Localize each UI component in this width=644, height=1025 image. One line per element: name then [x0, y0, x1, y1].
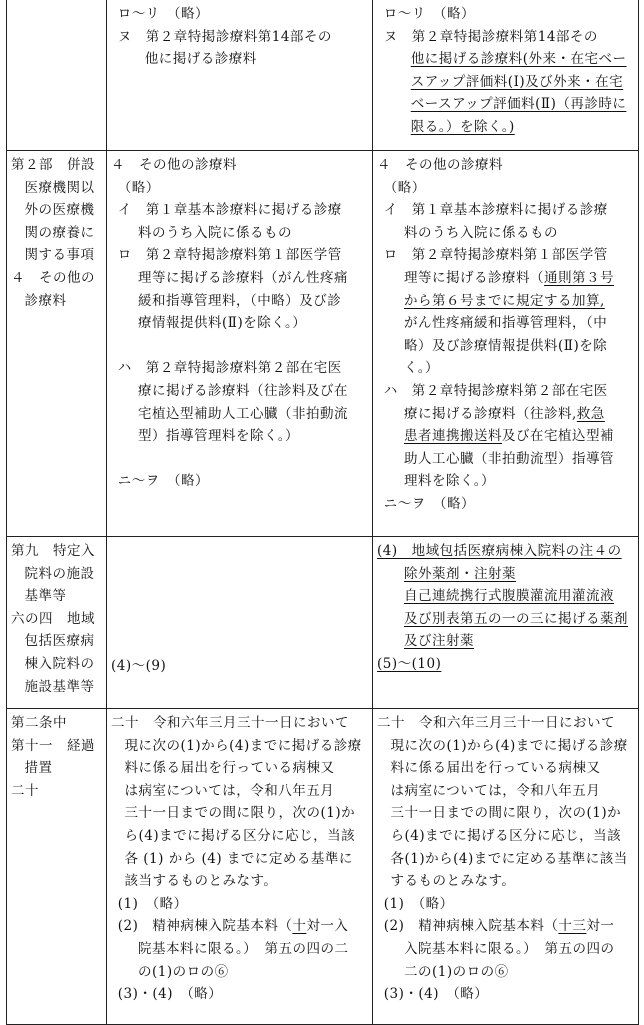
old-text-cell — [107, 709, 373, 1025]
text-line: 院料の施設 — [24, 565, 95, 582]
text-line: (4)～(9) — [111, 658, 167, 675]
text-line: ヌ 第２章特掲診療料第14部その — [383, 28, 598, 45]
text-line: 各 (1) から (4) までに定める基準に — [124, 850, 353, 867]
inserted-text: (4) 地域包括医療病棟入院料の注４の — [377, 543, 622, 559]
text-segment: 対一入 — [306, 918, 349, 935]
text-line: ら(4)までに掲げる区分に応じ，当該 — [390, 827, 622, 844]
text-segment: (2) 精神病棟入院基本料（ — [383, 918, 559, 935]
inserted-text: 自己連続携行式腹膜灌流用灌流液 — [404, 588, 614, 605]
new-text-cell — [373, 709, 639, 1025]
text-line: (1) （略） — [117, 895, 188, 912]
spacer — [111, 448, 368, 471]
text-line: ベースアップ評価料(Ⅱ)（再診時に — [410, 96, 627, 113]
text-line: (1) （略） — [383, 895, 454, 912]
left-cell — [7, 709, 107, 1025]
text-line: 現に次の(1)から(4)までに掲げる診療 — [124, 737, 362, 754]
text-line: (3)・(4) （略） — [117, 986, 223, 1003]
text-line: ４ その他の診療料 — [377, 157, 503, 173]
left-cell — [7, 0, 107, 151]
text-line: 該当するものとみなす。 — [124, 873, 278, 890]
inserted-text: から第６号までに規定する加算, — [404, 292, 605, 309]
text-line: ロ～リ （略） — [117, 6, 209, 22]
text-line: 他に掲げる診療料(外来・在宅ベー — [410, 51, 627, 68]
text-line: イ 第１章基本診療料に掲げる診療 — [383, 202, 608, 219]
table-row — [7, 151, 639, 537]
text-line: 各(1)から(4)までに定める基準に該当 — [390, 850, 628, 867]
text-line: ニ～ヲ （略） — [383, 495, 475, 512]
text-line: 他に掲げる診療料 — [144, 51, 257, 68]
text-line: 外の医療機 — [24, 202, 95, 219]
text-line: がん性疼痛緩和指導管理料，（中 — [404, 315, 608, 332]
text-line: 措置 — [24, 760, 53, 777]
text-line — [377, 403, 634, 426]
text-line: ハ 第２章特掲診療料第２部在宅医 — [383, 382, 608, 399]
text-line: 宅植込型補助人工心臓（非拍動流 — [138, 405, 348, 422]
text-segment: 対一 — [586, 918, 615, 935]
inserted-text: 除外薬剤・注射薬 — [404, 565, 516, 582]
text-line: 関の療養に — [24, 224, 95, 241]
text-line: 略）及び診療情報提供料(Ⅱ)を除 — [404, 337, 608, 354]
text-line: 医療機関以 — [24, 179, 95, 196]
table-row — [7, 709, 639, 1025]
old-text-cell — [107, 537, 373, 709]
text-line: ロ 第２章特掲診療料第１部医学管 — [117, 247, 342, 264]
text-line: （略） — [383, 179, 426, 196]
new-text-cell — [373, 0, 639, 151]
text-line: 施設基準等 — [24, 678, 95, 695]
inserted-text: 及び別表第五の一の三に掲げる薬剤 — [404, 610, 628, 627]
new-text-cell — [373, 151, 639, 537]
text-line: ニ～ヲ （略） — [117, 473, 209, 490]
changed-text: 十三 — [558, 918, 587, 935]
text-line: (3)・(4) （略） — [383, 986, 489, 1003]
text-line: 料に係る届出を行っている病棟又 — [390, 760, 601, 777]
text-line: （略） — [117, 179, 160, 196]
text-line: するものとみなす。 — [390, 873, 516, 890]
text-line: 助人工心臓（非拍動流型）指導管 — [404, 450, 614, 467]
text-line: 理等に掲げる診療料（がん性疼痛 — [138, 269, 348, 286]
text-line: 料のうち入院に係るもの — [138, 224, 292, 241]
text-line: 六の四 地域 — [11, 610, 95, 627]
text-line: ４ その他の — [11, 269, 95, 286]
comparison-table — [6, 0, 639, 1025]
text-line: ４ その他の診療料 — [111, 157, 237, 173]
text-line: 入院基本料に限る。） 第五の四の — [404, 940, 615, 957]
text-line: ヌ 第２章特掲診療料第14部その — [117, 28, 332, 45]
text-line: ハ 第２章特掲診療料第２部在宅医 — [117, 360, 342, 377]
text-line: の(1)のロの⑥ — [138, 963, 229, 980]
text-line: 二十 令和六年三月三十一日において — [111, 715, 349, 731]
new-text-cell — [373, 537, 639, 709]
text-segment: 及び在宅植込型補 — [502, 428, 614, 445]
text-line: イ 第１章基本診療料に掲げる診療 — [117, 202, 342, 219]
text-line: 二十 — [11, 782, 39, 799]
text-line: 院基本料に限る。） 第五の四の二 — [138, 940, 349, 957]
left-cell — [7, 537, 107, 709]
text-line: 基準等 — [24, 588, 67, 605]
text-line: 関する事項 — [24, 247, 95, 264]
text-segment: 理等に掲げる診療料（ — [404, 269, 544, 286]
inserted-text: 救急 — [576, 405, 605, 422]
text-line: スアップ評価料(Ⅰ)及び外来・在宅 — [410, 73, 624, 90]
changed-text: 十 — [292, 918, 307, 935]
inserted-text: 患者連携搬送料 — [404, 428, 502, 445]
inserted-text: 通則第３号 — [544, 269, 614, 286]
text-line: は病室については，令和八年五月 — [124, 782, 335, 799]
text-line: 型）指導管理料を除く。） — [138, 428, 299, 445]
spacer — [111, 335, 368, 358]
old-text-cell — [107, 151, 373, 537]
text-line — [377, 425, 634, 448]
text-line: 療情報提供料(Ⅱ)を除く。） — [138, 315, 307, 332]
text-line: 第２部 併設 — [11, 157, 95, 173]
text-line: 理料を除く。） — [404, 473, 495, 490]
text-segment: 療に掲げる診療料（往診料, — [404, 405, 577, 422]
text-line: ロ～リ （略） — [383, 6, 475, 22]
text-line: 緩和指導管理料，（中略）及び診 — [138, 292, 342, 309]
text-line: 料のうち入院に係るもの — [404, 224, 558, 241]
text-line: 三十一日までの間に限り，次の(1)か — [124, 805, 356, 822]
text-line: 二の(1)のロの⑥ — [404, 963, 509, 980]
inserted-text: (5)～(10) — [377, 655, 442, 672]
text-line: 三十一日までの間に限り，次の(1)か — [390, 805, 622, 822]
text-line: 第二条中 — [11, 715, 67, 731]
text-line — [377, 267, 634, 290]
table-row — [7, 0, 639, 151]
text-line: ら(4)までに掲げる区分に応じ，当該 — [124, 827, 356, 844]
text-line: 二十 令和六年三月三十一日において — [377, 715, 615, 731]
inserted-text: 及び注射薬 — [404, 633, 474, 650]
text-line: 診療料 — [24, 292, 67, 309]
text-line: 限る。）を除く。) — [410, 118, 515, 135]
text-line: 第九 特定入 — [11, 543, 95, 559]
text-line — [111, 915, 368, 938]
left-cell — [7, 151, 107, 537]
text-line: 料に係る届出を行っている病棟又 — [124, 760, 335, 777]
text-line: 療に掲げる診療料（往診料及び在 — [138, 382, 348, 399]
text-line: く。） — [404, 360, 439, 377]
text-line: 現に次の(1)から(4)までに掲げる診療 — [390, 737, 628, 754]
text-line: ロ 第２章特掲診療料第１部医学管 — [383, 247, 608, 264]
old-text-cell — [107, 0, 373, 151]
table-row — [7, 537, 639, 709]
text-line: 第十一 経過 — [11, 737, 95, 754]
text-segment: (2) 精神病棟入院基本料（ — [117, 918, 293, 935]
text-line: 包括医療病 — [24, 633, 95, 650]
text-line: は病室については，令和八年五月 — [390, 782, 601, 799]
text-line: 棟入院料の — [24, 655, 95, 672]
text-line — [377, 915, 634, 938]
